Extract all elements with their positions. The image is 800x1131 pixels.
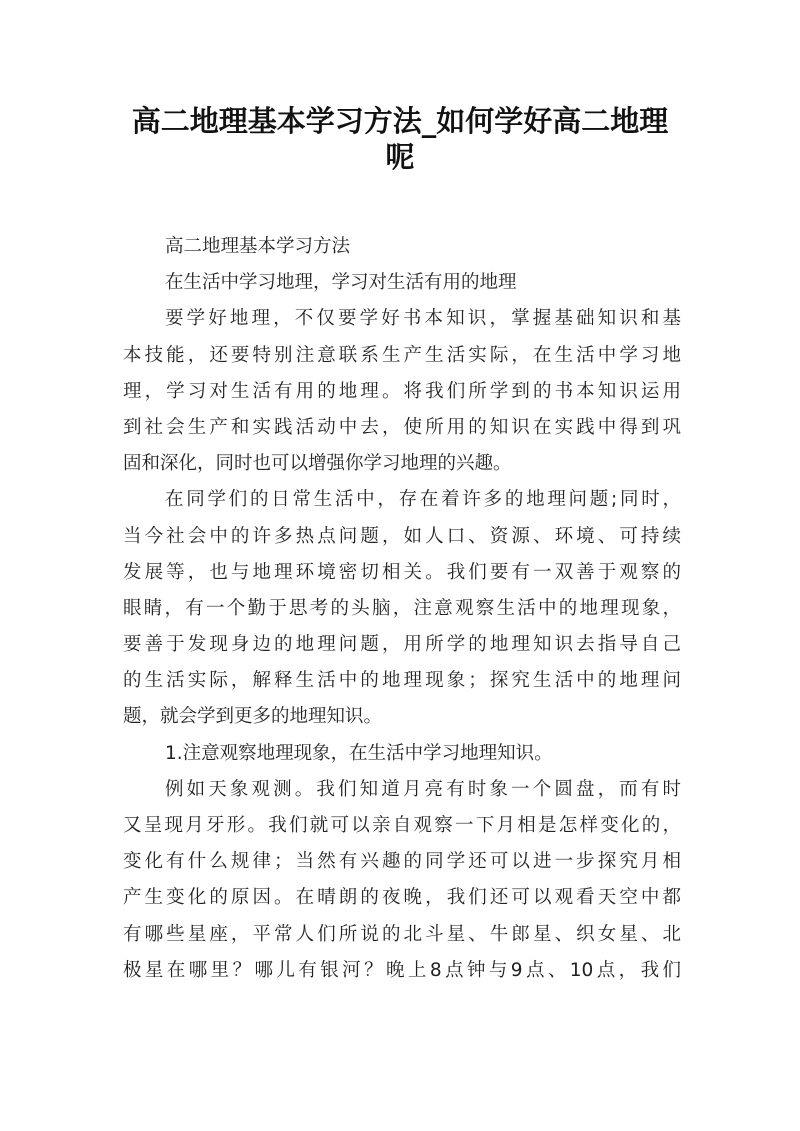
text-line: 固和深化，同时也可以增强你学习地理的兴趣。: [123, 453, 512, 475]
text-line: 变化有什么规律；当然有兴趣的同学还可以进一步探究月相: [123, 851, 681, 873]
text-line: 理，学习对生活有用的地理。将我们所学到的书本知识运用: [123, 380, 681, 402]
document-title: [100, 103, 700, 175]
text-line: 有哪些星座，平常人们所说的北斗星、牛郎星、织女星、北: [123, 923, 681, 945]
text-line: 的生活实际，解释生活中的地理现象；探究生活中的地理问: [123, 670, 681, 692]
text-line: 当今社会中的许多热点问题，如人口、资源、环境、可持续: [123, 525, 681, 547]
text-line: 题，就会学到更多的地理知识。: [123, 706, 383, 728]
text-line: 1.注意观察地理现象，在生活中学习地理知识。: [165, 742, 553, 764]
document-body: [123, 229, 681, 989]
text-line: 在同学们的日常生活中，存在着许多的地理问题;同时，: [165, 489, 681, 511]
text-line: 发展等，也与地理环境密切相关。我们要有一双善于观察的: [123, 561, 681, 583]
text-line: 本技能，还要特别注意联系生产生活实际，在生活中学习地: [123, 344, 681, 366]
text-line: 产生变化的原因。在晴朗的夜晚，我们还可以观看天空中都: [123, 887, 681, 909]
text-line: 又呈现月牙形。我们就可以亲自观察一下月相是怎样变化的，: [123, 815, 681, 836]
text-line: 例如天象观测。我们知道月亮有时象一个圆盘，而有时: [165, 778, 681, 800]
title-line: 高二地理基本学习方法_如何学好高二地理: [131, 104, 669, 138]
text-line: 在生活中学习地理，学习对生活有用的地理: [165, 272, 517, 294]
text-line: 到社会生产和实践活动中去，使所用的知识在实践中得到巩: [123, 416, 681, 438]
text-line: 要善于发现身边的地理问题，用所学的地理知识去指导自己: [123, 634, 681, 656]
text-line: 要学好地理，不仅要学好书本知识，掌握基础知识和基: [165, 308, 681, 330]
text-line: 高二地理基本学习方法: [165, 236, 351, 257]
text-line: 极星在哪里？哪儿有银河？晚上8点钟与9点、10点，我们: [123, 959, 681, 981]
text-line: 眼睛，有一个勤于思考的头脑，注意观察生活中的地理现象，: [123, 597, 681, 619]
title-line: 呢: [385, 140, 415, 174]
